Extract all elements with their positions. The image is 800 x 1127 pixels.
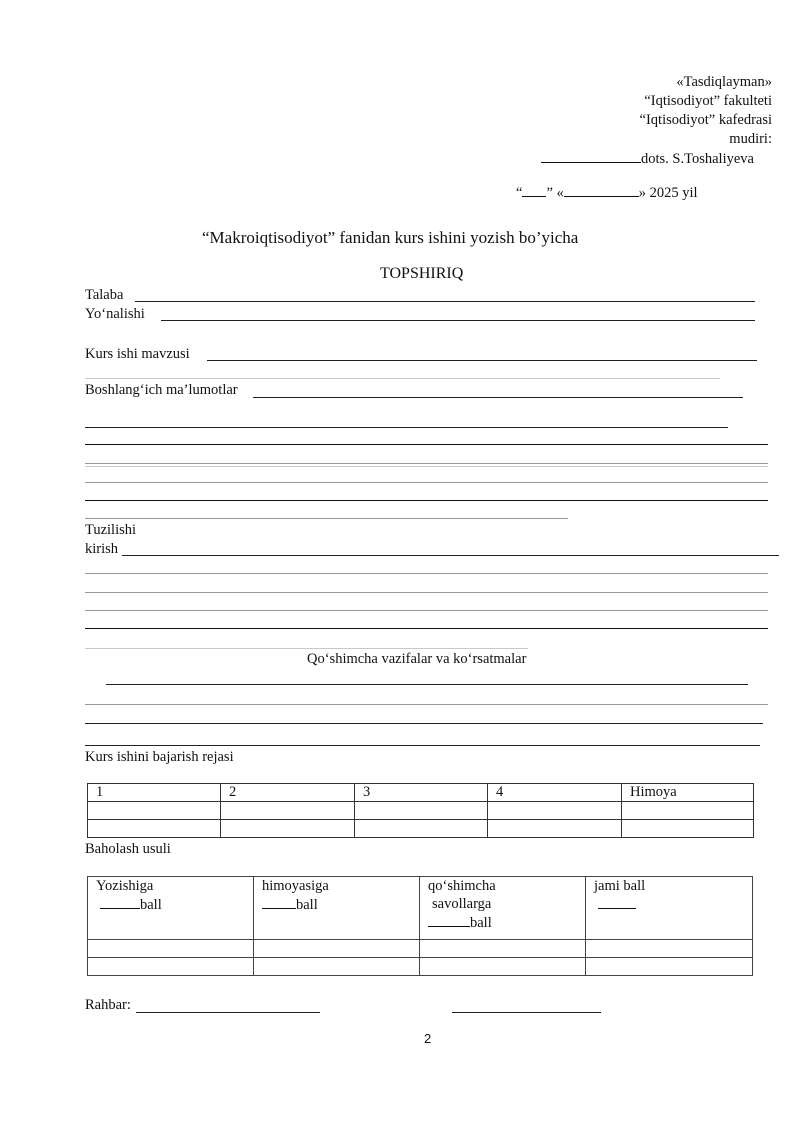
initial-data-line-6 <box>85 482 768 483</box>
grading-header-questions <box>420 877 586 940</box>
approval-line-3: “Iqtisodiyot” kafedrasi <box>639 112 772 128</box>
structure-line-5 <box>85 628 768 629</box>
total-blank <box>598 895 636 909</box>
defense-blank <box>262 895 296 909</box>
grading-cell <box>254 940 420 958</box>
student-label: Talaba <box>85 287 124 303</box>
initial-data-line-7 <box>85 500 768 501</box>
grading-row <box>88 958 753 976</box>
date-quote-mid: ” « <box>546 185 564 201</box>
direction-label: Yo‘nalishi <box>85 306 145 322</box>
approval-signature <box>541 149 754 168</box>
page-number: 2 <box>424 1031 432 1046</box>
supervisor-label: Rahbar: <box>85 997 131 1013</box>
plan-header-cell: 4 <box>488 784 622 802</box>
supervisor-name-line <box>452 1012 601 1013</box>
questions-label-2: savollarga <box>432 896 492 912</box>
grading-cell <box>254 958 420 976</box>
approval-line-1: «Tasdiqlayman» <box>676 74 772 90</box>
plan-cell <box>221 820 355 838</box>
month-blank <box>564 183 639 197</box>
grading-cell <box>88 958 254 976</box>
grading-cell <box>420 940 586 958</box>
plan-cell <box>355 802 488 820</box>
intro-line <box>122 555 779 556</box>
plan-header-cell: 2 <box>221 784 355 802</box>
defense-label: himoyasiga <box>262 878 329 894</box>
initial-data-line-5 <box>85 466 768 467</box>
grading-cell <box>88 940 254 958</box>
plan-cell <box>488 802 622 820</box>
initial-data-line-4 <box>85 463 768 464</box>
plan-cell <box>88 820 221 838</box>
approval-line-4: mudiri: <box>729 131 772 147</box>
defense-unit: ball <box>296 897 318 913</box>
writing-unit: ball <box>140 897 162 913</box>
approval-date <box>516 183 698 202</box>
topic-line-2 <box>85 378 720 379</box>
structure-line-4 <box>85 610 768 611</box>
plan-cell <box>221 802 355 820</box>
plan-label: Kurs ishini bajarish rejasi <box>85 749 234 765</box>
additional-label: Qo‘shimcha vazifalar va ko‘rsatmalar <box>307 651 527 667</box>
date-quote-open: “ <box>516 185 523 201</box>
structure-label: Tuzilishi <box>85 522 137 538</box>
signature-name: dots. S.Toshaliyeva <box>641 151 754 167</box>
plan-header-cell: 1 <box>88 784 221 802</box>
direction-line <box>161 320 755 321</box>
topic-line <box>207 360 757 361</box>
grading-cell <box>586 958 753 976</box>
plan-header-row <box>88 784 754 802</box>
initial-data-line-8 <box>85 518 568 519</box>
grading-label: Baholash usuli <box>85 841 171 857</box>
student-line <box>135 301 755 302</box>
plan-cell <box>88 802 221 820</box>
plan-header-cell: 3 <box>355 784 488 802</box>
plan-row <box>88 802 754 820</box>
initial-data-label: Boshlang‘ich ma’lumotlar <box>85 382 238 398</box>
grading-header-defense <box>254 877 420 940</box>
plan-row <box>88 820 754 838</box>
plan-cell <box>622 820 754 838</box>
questions-label-1: qo‘shimcha <box>428 878 496 894</box>
plan-cell <box>355 820 488 838</box>
initial-data-line-3 <box>85 444 768 445</box>
grading-header-total <box>586 877 753 940</box>
questions-unit: ball <box>470 915 492 931</box>
structure-line-6 <box>85 648 528 649</box>
grading-row <box>88 940 753 958</box>
signature-blank <box>541 149 641 163</box>
questions-blank <box>428 913 470 927</box>
additional-line-3 <box>85 723 763 724</box>
writing-label: Yozishiga <box>96 878 154 894</box>
total-label: jami ball <box>594 878 646 894</box>
supervisor-signature-line <box>136 1012 320 1013</box>
plan-cell <box>622 802 754 820</box>
day-blank <box>522 183 546 197</box>
grading-cell <box>586 940 753 958</box>
additional-line-1 <box>106 684 748 685</box>
date-year: » 2025 yil <box>638 185 698 201</box>
structure-line-2 <box>85 573 768 574</box>
approval-line-2: “Iqtisodiyot” fakulteti <box>644 93 772 109</box>
plan-header-cell: Himoya <box>622 784 754 802</box>
initial-data-line-2 <box>85 427 728 428</box>
intro-label: kirish <box>85 541 119 557</box>
document-title: “Makroiqtisodiyot” fanidan kurs ishini yozish bo’yicha <box>202 228 579 247</box>
plan-cell <box>488 820 622 838</box>
initial-data-line <box>253 397 743 398</box>
writing-blank <box>100 895 140 909</box>
grading-header-writing <box>88 877 254 940</box>
plan-table <box>87 783 754 838</box>
structure-line-3 <box>85 592 768 593</box>
document-subtitle: TOPSHIRIQ <box>380 265 464 282</box>
grading-table <box>87 876 753 976</box>
additional-line-4 <box>85 745 760 746</box>
grading-header-row <box>88 877 753 940</box>
topic-label: Kurs ishi mavzusi <box>85 346 190 362</box>
grading-cell <box>420 958 586 976</box>
additional-line-2 <box>85 704 768 705</box>
